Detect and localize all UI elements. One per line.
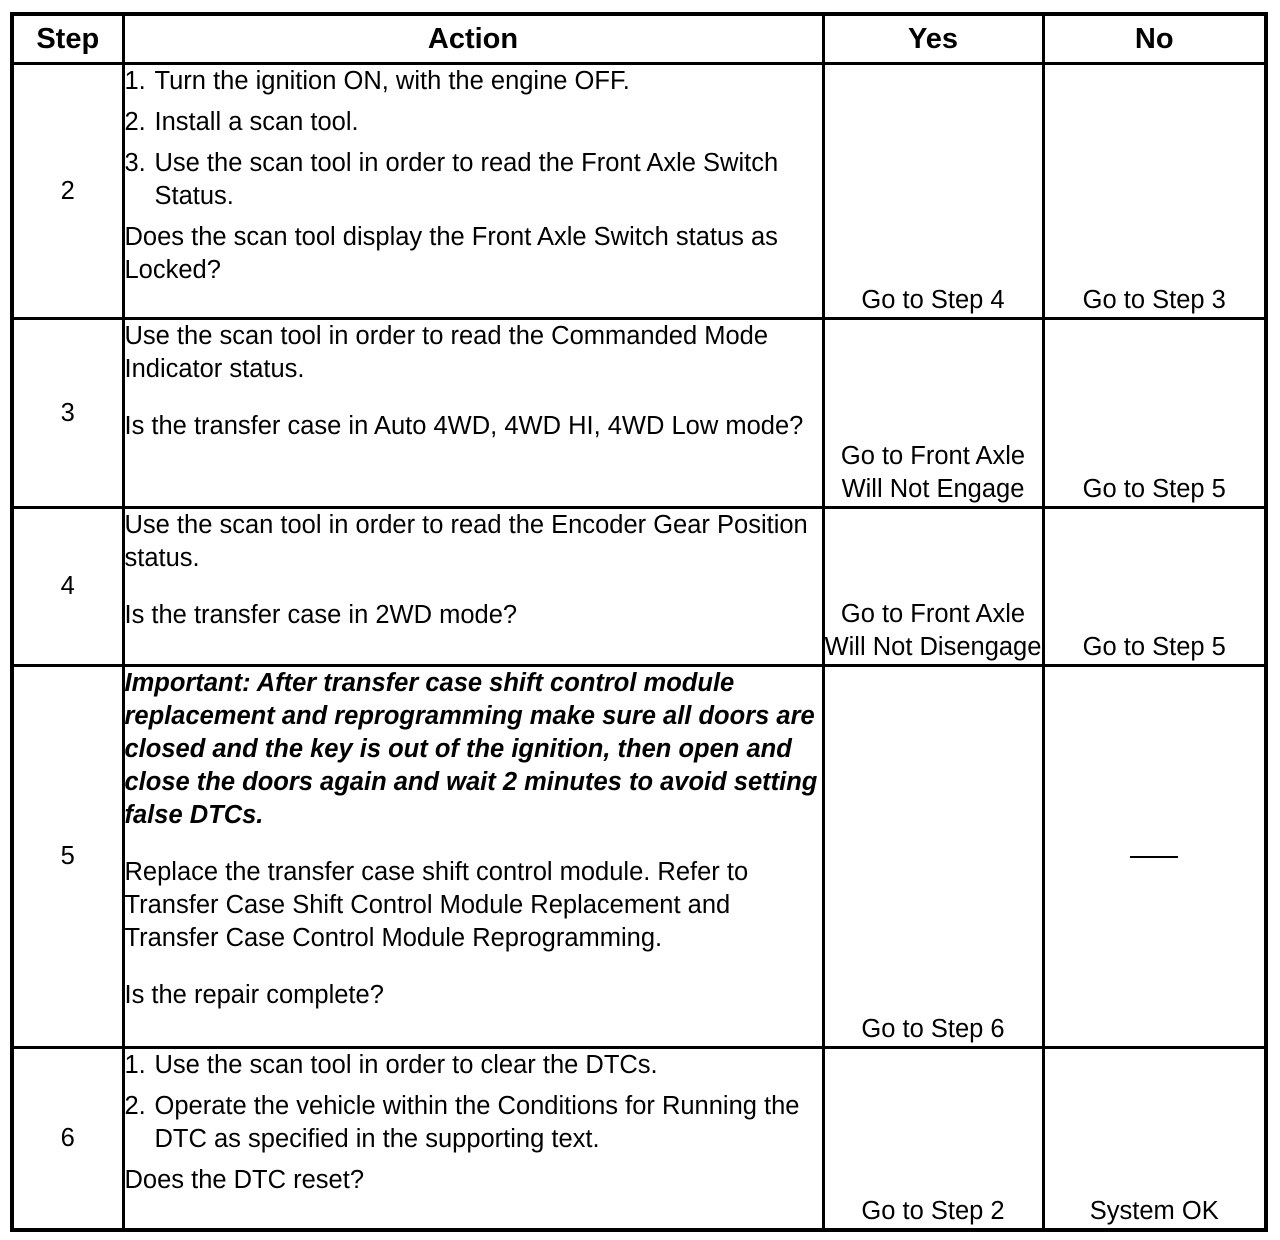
list-number: 1.: [124, 1051, 146, 1079]
question-text: Is the transfer case in 2WD mode?: [124, 601, 518, 629]
list-text: Turn the ignition ON, with the engine OFF.: [154, 67, 630, 95]
question-text: Does the DTC reset?: [124, 1166, 365, 1194]
list-text: Operate the vehicle within the Conditions for Running the DTC as specified in the supporting text.: [154, 1092, 800, 1153]
step-number: 5: [12, 666, 123, 1048]
list-text: Use the scan tool in order to clear the DTCs.: [154, 1051, 658, 1079]
yes-result: Go to Front Axle Will Not Disengage: [823, 508, 1043, 666]
yes-result: Go to Step 2: [823, 1048, 1043, 1230]
action-cell: [123, 64, 823, 319]
no-result: Go to Step 5: [1043, 508, 1266, 666]
list-number: 1.: [124, 67, 146, 95]
header-action: Action: [123, 14, 823, 64]
list-item: [125, 65, 822, 98]
table-row: [12, 508, 1266, 666]
header-step: Step: [12, 14, 123, 64]
step-number: 6: [12, 1048, 123, 1230]
step-number: 4: [12, 508, 123, 666]
step-number: 2: [12, 64, 123, 319]
no-result: [1043, 666, 1266, 1048]
question-text: Does the scan tool display the Front Axle Switch status as Locked?: [124, 223, 778, 284]
action-cell: [123, 319, 823, 508]
action-cell: [123, 508, 823, 666]
instruction-text: Use the scan tool in order to read the Commanded Mode Indicator status.: [124, 322, 769, 383]
header-no: No: [1043, 14, 1266, 64]
action-cell: [123, 1048, 823, 1230]
no-result: System OK: [1043, 1048, 1266, 1230]
header-yes: Yes: [823, 14, 1043, 64]
no-result: Go to Step 5: [1043, 319, 1266, 508]
list-number: 3.: [124, 149, 146, 177]
diagnostic-table: [10, 12, 1268, 1232]
yes-result: Go to Step 6: [823, 666, 1043, 1048]
list-item: [125, 1049, 822, 1082]
list-number: 2.: [124, 1092, 146, 1120]
table-row: [12, 64, 1266, 319]
table-row: [12, 666, 1266, 1048]
list-item: [125, 147, 822, 213]
list-item: [125, 106, 822, 139]
header-row: [12, 14, 1266, 64]
step-number: 3: [12, 319, 123, 508]
table-row: [12, 1048, 1266, 1230]
list-number: 2.: [124, 108, 146, 136]
yes-result: Go to Front Axle Will Not Engage: [823, 319, 1043, 508]
yes-result: Go to Step 4: [823, 64, 1043, 319]
instruction-text: Replace the transfer case shift control module. Refer to Transfer Case Shift Control Module Replacement and Transfer Case Control Module Reprogramming.: [124, 858, 749, 952]
no-result-dash: [1130, 856, 1178, 858]
list-item: [125, 1090, 822, 1156]
instruction-text: Use the scan tool in order to read the Encoder Gear Position status.: [124, 511, 808, 572]
question-text: Is the transfer case in Auto 4WD, 4WD HI, 4WD Low mode?: [124, 412, 804, 440]
table-row: [12, 319, 1266, 508]
list-text: Use the scan tool in order to read the Front Axle Switch Status.: [154, 149, 779, 210]
list-text: Install a scan tool.: [154, 108, 359, 136]
action-cell: [123, 666, 823, 1048]
question-text: Is the repair complete?: [124, 981, 384, 1009]
important-note: Important: After transfer case shift control module replacement and reprogramming make sure all doors are closed and the key is out of the ignition, then open and close the doors again and wait 2 minutes to avoid setting false DTCs.: [124, 669, 818, 829]
no-result: Go to Step 3: [1043, 64, 1266, 319]
